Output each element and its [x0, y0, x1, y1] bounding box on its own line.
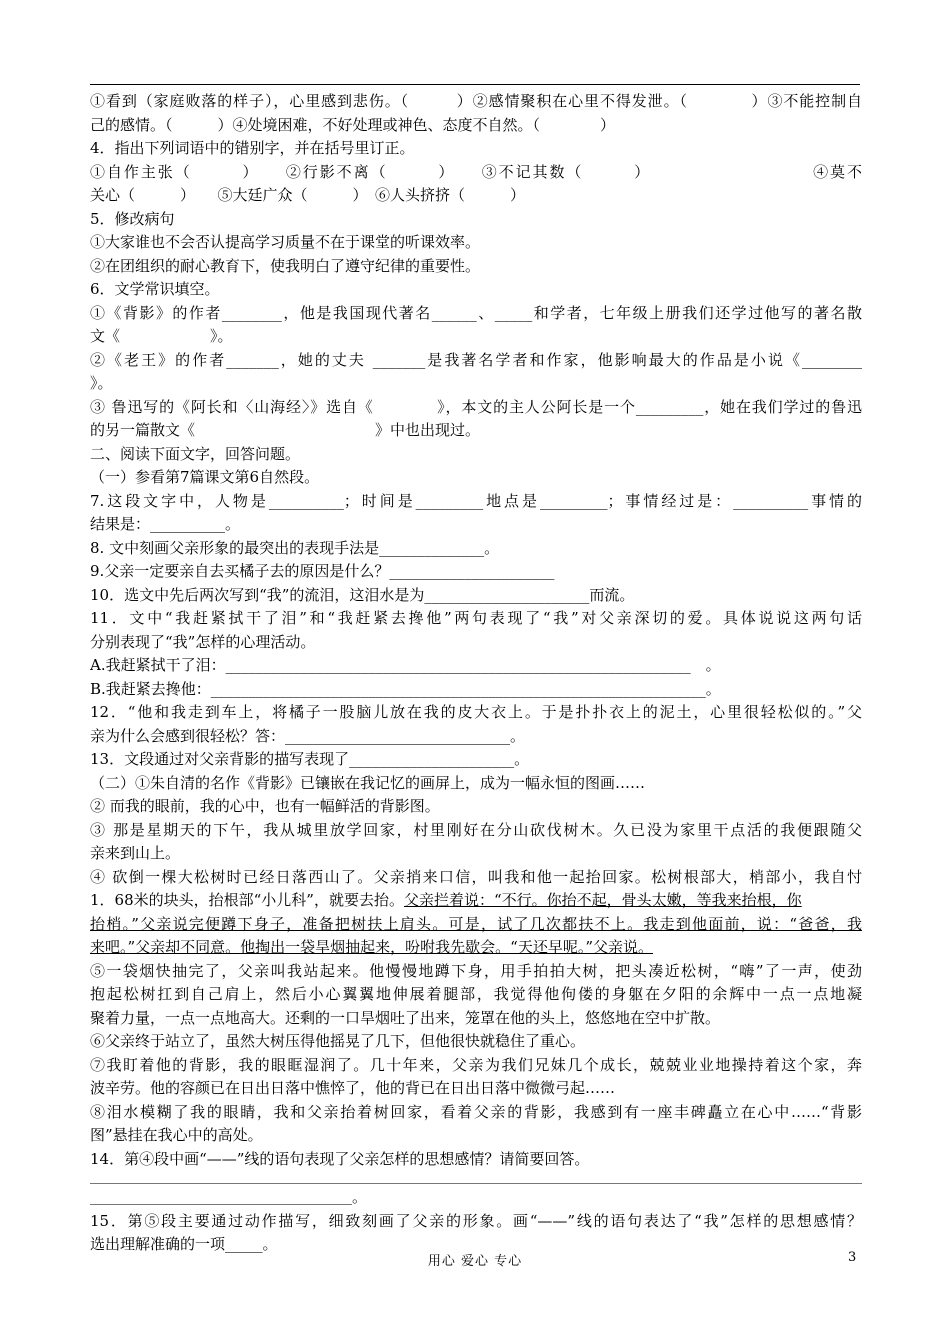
q14: 14．第④段中画“——”线的语句表现了父亲怎样的思想感情？请简要回答。: [90, 1149, 590, 1168]
q11-a: A.我赶紧拭干了泪：______________________________________________________________ 。: [90, 656, 721, 674]
part-2-para-3-line-2: 亲来到山上。: [90, 844, 181, 862]
q15-line-1: 15．第⑤段主要通过动作描写，细致刻画了父亲的形象。画“——”线的语句表达了“我”怎样的思想感情？: [90, 1211, 862, 1230]
part-2-para-6: ⑥父亲终于站立了，虽然大树压得他摇晃了几下，但他很快就稳住了重心。: [90, 1032, 586, 1050]
q11-line-1: 11．文中“我赶紧拭干了泪”和“我赶紧去搀他”两句表现了“我”对父亲深切的爱。具体说说这两句话: [90, 609, 862, 627]
para-4-text: 1．68米的块头，抬根部“小儿科”，就要去抬。: [90, 891, 404, 909]
page-number: 3: [848, 1250, 857, 1265]
q6-item-1-line-1: ①《背影》的作者________，他是我国现代著名______、_____和学者，七年级上册我们还学过他写的著名散: [90, 303, 862, 322]
q14-answer-line-1: [90, 1183, 862, 1184]
part-1-heading: （一）参看第7篇课文第6自然段。: [90, 468, 320, 486]
part-2-para-7-line-2: 波辛劳。他的容颜已在日出日落中憔悴了，他的背已在日出日落中微微弓起……: [90, 1079, 616, 1097]
part-2-para-4-line-3: 抬梢。”父亲说完便蹲下身子，准备把树扶上肩头。可是，试了几次都扶不上。我走到他面前，说：“爸爸，我: [90, 914, 862, 933]
q9: 9.父亲一定要亲自去买橘子去的原因是什么？______________________: [90, 562, 555, 580]
q14-answer-line-2: [90, 1186, 862, 1210]
q3-answers-line-2: 己的感情。（ ）④处境困难，不好处理或神色、态度不自然。（ ）: [90, 115, 616, 134]
part-2-para-2: ② 而我的眼前，我的心中，也有一幅鲜活的背影图。: [90, 797, 440, 815]
q6-heading: 6．文学常识填空。: [90, 280, 220, 298]
part-2-para-4-line-1: ④ 砍倒一棵大松树时已经日落西山了。父亲捎来口信，叫我和他一起抬回家。松树根部大，梢部小，我自忖: [90, 867, 862, 886]
q13: 13．文段通过对父亲背影的描写表现了______________________。: [90, 750, 530, 768]
para-4-underlined-text: 父亲拦着说：“不行。你抬不起，骨头太嫩，等我来抬根，你: [403, 891, 802, 909]
q14-answer-end: 。: [352, 1188, 368, 1206]
header-rule: [90, 84, 860, 85]
q5-sentence-2: ②在团组织的耐心教育下，使我明白了遵守纪律的重要性。: [90, 256, 481, 275]
part-2-para-5-line-3: 聚着力量，一点一点地高大。还剩的一口旱烟吐了出来，笼罩在他的头上，悠悠地在空中扩散。: [90, 1008, 721, 1027]
q6-item-2-line-1: ②《老王》的作者_______，她的丈夫 _______是我著名学者和作家，他影响最大的作品是小说《________: [90, 350, 862, 369]
part-2-para-4-line-2: [90, 889, 862, 913]
q5-sentence-1: ①大家谁也不会否认提高学习质量不在于课堂的听课效率。: [90, 233, 481, 251]
part-2-para-4-line-4: 来吧。”父亲却不同意。他掏出一袋旱烟抽起来，吩咐我先歇会。“天还早呢。”父亲说。: [90, 938, 654, 956]
q7-line-1: 7.这段文字中，人物是__________；时间是_________地点是_________；事情经过是：__________事情的: [90, 491, 862, 510]
q4-items-line-2: 关心（ ） ⑤大廷广众（ ） ⑥人头挤挤（ ）: [90, 186, 526, 204]
part-2-para-5-line-2: 抱起松树扛到自己肩上，然后小心翼翼地伸展着腿部，我觉得他佝偻的身躯在夕阳的余辉中一点一点地凝: [90, 985, 862, 1003]
section-2-heading: 二、阅读下面文字，回答问题。: [90, 444, 301, 463]
part-2-para-5-line-1: ⑤一袋烟快抽完了，父亲叫我站起来。他慢慢地蹲下身，用手拍拍大树，把头凑近松树，“嗨”了一声，使劲: [90, 961, 862, 980]
q5-heading: 5．修改病句: [90, 209, 175, 228]
q7-line-2: 结果是：__________。: [90, 515, 241, 533]
q6-item-1-line-2: 文《 》。: [90, 327, 233, 345]
q14-answer-blank: [90, 1204, 352, 1205]
part-2-para-8-line-1: ⑧泪水模糊了我的眼睛，我和父亲抬着树回家，看着父亲的背影，我感到有一座丰碑矗立在心中……“背影: [90, 1102, 862, 1121]
q6-item-3-line-1: ③ 鲁迅写的《阿长和〈山海经〉》选自《 》，本文的主人公阿长是一个_________，她在我们学过的鲁迅: [90, 397, 862, 416]
q11-line-2: 分别表现了“我”怎样的心理活动。: [90, 632, 316, 651]
q6-item-2-line-2: 》。: [90, 374, 113, 392]
q12-line-2: 亲为什么会感到很轻松？答：______________________________。: [90, 726, 526, 745]
worksheet-page: [90, 90, 862, 1257]
q12-line-1: 12．“他和我走到车上，将橘子一股脑儿放在我的皮大衣上。于是扑扑衣上的泥土，心里很轻松似的。”父: [90, 703, 862, 721]
q10: 10．选文中先后两次写到“我”的流泪，这泪水是为______________________而流。: [90, 585, 635, 604]
part-2-para-7-line-1: ⑦我盯着他的背影，我的眼眶湿润了。几十年来，父亲为我们兄妹几个成长，兢兢业业地操持着这个家，奔: [90, 1055, 862, 1074]
part-2-para-1: （二）①朱自清的名作《背影》已镶嵌在我记忆的画屏上，成为一幅永恒的图画……: [90, 773, 646, 792]
q3-answers-line-1: ①看到（家庭败落的样子），心里感到悲伤。（ ）②感情聚积在心里不得发泄。（ ）③不能控制自: [90, 92, 862, 110]
q4-items-line-1: ①自作主张（ ） ②行影不离（ ） ③不记其数（ ） ④莫不: [90, 162, 862, 181]
q6-item-3-line-2: 的另一篇散文《 》中也出现过。: [90, 421, 481, 439]
q11-b: B.我赶紧去搀他：__________________________________________________________________。: [90, 679, 721, 698]
part-2-para-8-line-2: 图”悬挂在我心中的高处。: [90, 1126, 263, 1144]
part-2-para-3-line-1: ③ 那是星期天的下午，我从城里放学回家，村里刚好在分山砍伐树木。久已没为家里干点活的我便跟随父: [90, 820, 862, 839]
footer-motto: 用心 爱心 专心: [427, 1254, 523, 1269]
q4-heading: 4．指出下列词语中的错别字，并在括号里订正。: [90, 139, 415, 157]
q15-line-2: 选出理解准确的一项_____。: [90, 1235, 278, 1253]
q8: 8. 文中刻画父亲形象的最突出的表现手法是______________。: [90, 538, 500, 557]
